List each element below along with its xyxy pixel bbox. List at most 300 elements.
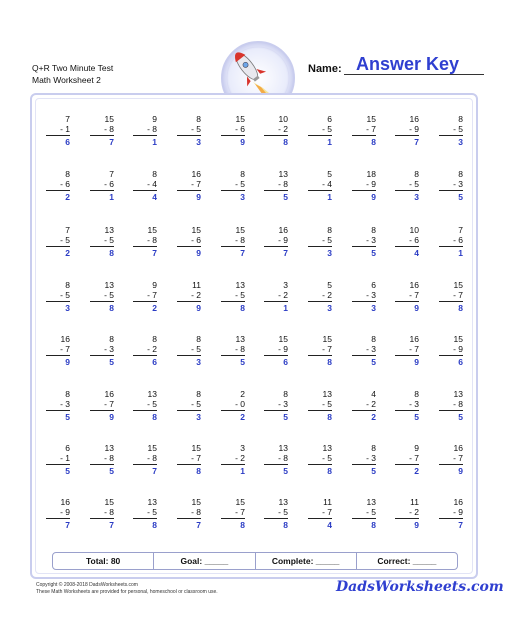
answer: 1 bbox=[327, 192, 332, 202]
answer: 8 bbox=[152, 412, 157, 422]
minuend: 15 bbox=[104, 497, 114, 507]
subtrahend: - 5 bbox=[322, 453, 332, 463]
subtraction-problem bbox=[298, 280, 332, 313]
answer-rule bbox=[395, 464, 419, 465]
answer: 2 bbox=[65, 248, 70, 258]
subtraction-problem bbox=[429, 169, 463, 202]
problem-row bbox=[36, 280, 472, 328]
subtrahend: - 3 bbox=[366, 290, 376, 300]
problem-row bbox=[36, 389, 472, 437]
subtrahend: - 9 bbox=[278, 344, 288, 354]
subtrahend: - 7 bbox=[191, 453, 201, 463]
answer-rule bbox=[90, 190, 114, 191]
answer: 6 bbox=[283, 357, 288, 367]
subtrahend: - 5 bbox=[191, 124, 201, 134]
answer-rule bbox=[133, 355, 157, 356]
subtrahend: - 5 bbox=[191, 399, 201, 409]
answer-rule bbox=[177, 464, 201, 465]
minuend: 13 bbox=[104, 280, 114, 290]
answer: 3 bbox=[196, 137, 201, 147]
answer: 3 bbox=[371, 303, 376, 313]
answer: 3 bbox=[65, 303, 70, 313]
answer-rule bbox=[221, 464, 245, 465]
minuend: 8 bbox=[240, 169, 245, 179]
subtraction-problem bbox=[123, 389, 157, 422]
minuend: 16 bbox=[104, 389, 114, 399]
subtraction-problem bbox=[254, 114, 288, 147]
subtraction-problem bbox=[385, 389, 419, 422]
answer-rule bbox=[395, 135, 419, 136]
minuend: 8 bbox=[458, 169, 463, 179]
subtrahend: - 8 bbox=[147, 235, 157, 245]
minuend: 8 bbox=[196, 114, 201, 124]
subtraction-problem bbox=[254, 443, 288, 476]
subtrahend: - 3 bbox=[409, 399, 419, 409]
answer: 9 bbox=[371, 192, 376, 202]
subtrahend: - 3 bbox=[366, 344, 376, 354]
answer-rule bbox=[221, 301, 245, 302]
minuend: 11 bbox=[192, 280, 201, 290]
answer: 9 bbox=[414, 520, 419, 530]
answer-rule bbox=[177, 301, 201, 302]
subtrahend: - 1 bbox=[60, 124, 70, 134]
subtraction-problem bbox=[211, 334, 245, 367]
subtrahend: - 2 bbox=[322, 290, 332, 300]
minuend: 8 bbox=[152, 334, 157, 344]
subtrahend: - 7 bbox=[322, 507, 332, 517]
answer: 8 bbox=[283, 137, 288, 147]
subtraction-problem bbox=[211, 225, 245, 258]
subtrahend: - 2 bbox=[147, 344, 157, 354]
answer: 3 bbox=[196, 357, 201, 367]
subtraction-problem bbox=[385, 114, 419, 147]
answer: 3 bbox=[196, 412, 201, 422]
minuend: 7 bbox=[458, 225, 463, 235]
minuend: 13 bbox=[104, 225, 114, 235]
subtrahend: - 3 bbox=[60, 399, 70, 409]
subtraction-problem bbox=[298, 225, 332, 258]
answer: 8 bbox=[240, 303, 245, 313]
minuend: 2 bbox=[240, 389, 245, 399]
subtrahend: - 8 bbox=[278, 453, 288, 463]
subtrahend: - 8 bbox=[104, 124, 114, 134]
subtrahend: - 2 bbox=[235, 453, 245, 463]
answer: 8 bbox=[327, 412, 332, 422]
subtrahend: - 1 bbox=[60, 453, 70, 463]
subtraction-problem bbox=[36, 389, 70, 422]
answer-rule bbox=[177, 355, 201, 356]
subtrahend: - 9 bbox=[409, 124, 419, 134]
minuend: 7 bbox=[109, 169, 114, 179]
answer-rule bbox=[308, 135, 332, 136]
answer: 1 bbox=[327, 137, 332, 147]
answer: 6 bbox=[458, 357, 463, 367]
minuend: 15 bbox=[191, 443, 201, 453]
subtrahend: - 7 bbox=[453, 453, 463, 463]
subtrahend: - 7 bbox=[409, 290, 419, 300]
answer: 8 bbox=[458, 303, 463, 313]
subtraction-problem bbox=[342, 443, 376, 476]
subtraction-problem bbox=[342, 334, 376, 367]
answer-rule bbox=[308, 301, 332, 302]
minuend: 15 bbox=[278, 334, 288, 344]
minuend: 13 bbox=[366, 497, 376, 507]
subtrahend: - 2 bbox=[191, 290, 201, 300]
subtraction-problem bbox=[298, 114, 332, 147]
subtraction-problem bbox=[80, 280, 114, 313]
answer: 7 bbox=[65, 520, 70, 530]
subtrahend: - 0 bbox=[235, 399, 245, 409]
subtraction-problem bbox=[342, 114, 376, 147]
subtraction-problem bbox=[342, 497, 376, 530]
answer: 2 bbox=[371, 412, 376, 422]
answer-rule bbox=[308, 464, 332, 465]
answer: 8 bbox=[327, 466, 332, 476]
minuend: 11 bbox=[410, 497, 419, 507]
subtraction-problem bbox=[36, 280, 70, 313]
subtrahend: - 8 bbox=[278, 179, 288, 189]
minuend: 8 bbox=[371, 443, 376, 453]
answer: 7 bbox=[458, 520, 463, 530]
subtrahend: - 6 bbox=[60, 179, 70, 189]
subtrahend: - 5 bbox=[235, 179, 245, 189]
problem-row bbox=[36, 443, 472, 491]
answer-rule bbox=[264, 301, 288, 302]
subtrahend: - 2 bbox=[409, 507, 419, 517]
answer-rule bbox=[133, 246, 157, 247]
answer-rule bbox=[439, 464, 463, 465]
answer-rule bbox=[221, 135, 245, 136]
worksheet-title bbox=[32, 62, 113, 86]
subtraction-problem bbox=[298, 497, 332, 530]
subtraction-problem bbox=[342, 280, 376, 313]
minuend: 13 bbox=[453, 389, 463, 399]
minuend: 15 bbox=[191, 225, 201, 235]
subtrahend: - 9 bbox=[453, 344, 463, 354]
subtrahend: - 5 bbox=[60, 235, 70, 245]
subtraction-problem bbox=[298, 389, 332, 422]
answer: 9 bbox=[196, 303, 201, 313]
subtraction-problem bbox=[211, 169, 245, 202]
minuend: 15 bbox=[235, 114, 245, 124]
answer-rule bbox=[221, 355, 245, 356]
answer: 7 bbox=[240, 248, 245, 258]
minuend: 8 bbox=[283, 389, 288, 399]
answer: 8 bbox=[196, 466, 201, 476]
answer: 9 bbox=[458, 466, 463, 476]
subtrahend: - 9 bbox=[366, 179, 376, 189]
name-label: Name: bbox=[308, 63, 342, 75]
answer: 8 bbox=[327, 357, 332, 367]
answer-rule bbox=[90, 246, 114, 247]
minuend: 9 bbox=[152, 114, 157, 124]
subtraction-problem bbox=[429, 497, 463, 530]
subtrahend: - 5 bbox=[60, 290, 70, 300]
subtrahend: - 5 bbox=[191, 344, 201, 354]
minuend: 6 bbox=[65, 443, 70, 453]
subtrahend: - 5 bbox=[278, 507, 288, 517]
copyright-line-1: Copyright © 2008-2018 DadsWorksheets.com bbox=[36, 582, 138, 588]
subtraction-problem bbox=[123, 443, 157, 476]
answer-rule bbox=[395, 355, 419, 356]
subtraction-problem bbox=[429, 225, 463, 258]
minuend: 13 bbox=[235, 280, 245, 290]
answer-rule bbox=[46, 246, 70, 247]
answer-rule bbox=[177, 135, 201, 136]
subtraction-problem bbox=[298, 334, 332, 367]
answer-rule bbox=[308, 190, 332, 191]
subtraction-problem bbox=[80, 225, 114, 258]
answer-rule bbox=[439, 518, 463, 519]
copyright-line-2: These Math Worksheets are provided for personal, homeschool or classroom use. bbox=[36, 589, 218, 595]
answer: 8 bbox=[371, 520, 376, 530]
answer-rule bbox=[352, 410, 376, 411]
answer-rule bbox=[395, 190, 419, 191]
answer-rule bbox=[395, 518, 419, 519]
answer-rule bbox=[352, 518, 376, 519]
subtraction-problem bbox=[167, 497, 201, 530]
subtrahend: - 5 bbox=[147, 507, 157, 517]
subtrahend: - 5 bbox=[235, 290, 245, 300]
answer-rule bbox=[352, 135, 376, 136]
answer-rule bbox=[264, 518, 288, 519]
answer: 7 bbox=[196, 520, 201, 530]
answer-rule bbox=[221, 190, 245, 191]
subtraction-problem bbox=[123, 114, 157, 147]
answer: 8 bbox=[240, 520, 245, 530]
goal-cell: Goal: _____ bbox=[154, 553, 255, 569]
answer: 3 bbox=[414, 192, 419, 202]
answer-rule bbox=[439, 410, 463, 411]
minuend: 16 bbox=[191, 169, 201, 179]
answer-rule bbox=[264, 355, 288, 356]
subtraction-problem bbox=[254, 497, 288, 530]
subtrahend: - 2 bbox=[366, 399, 376, 409]
subtrahend: - 7 bbox=[409, 344, 419, 354]
answer: 5 bbox=[458, 192, 463, 202]
minuend: 13 bbox=[147, 389, 157, 399]
subtraction-problem bbox=[429, 389, 463, 422]
subtraction-problem bbox=[385, 225, 419, 258]
minuend: 10 bbox=[278, 114, 288, 124]
subtraction-problem bbox=[36, 497, 70, 530]
answer: 3 bbox=[327, 248, 332, 258]
answer-rule bbox=[177, 246, 201, 247]
subtraction-problem bbox=[80, 334, 114, 367]
subtrahend: - 5 bbox=[366, 507, 376, 517]
subtraction-problem bbox=[211, 443, 245, 476]
subtraction-problem bbox=[254, 389, 288, 422]
answer: 5 bbox=[65, 466, 70, 476]
minuend: 13 bbox=[322, 389, 332, 399]
minuend: 16 bbox=[60, 334, 70, 344]
subtrahend: - 2 bbox=[278, 124, 288, 134]
answer-rule bbox=[46, 135, 70, 136]
answer-rule bbox=[439, 135, 463, 136]
answer-key-title: Answer Key bbox=[356, 54, 460, 74]
minuend: 9 bbox=[152, 280, 157, 290]
subtraction-problem bbox=[167, 169, 201, 202]
subtraction-problem bbox=[429, 280, 463, 313]
answer-rule bbox=[177, 410, 201, 411]
minuend: 5 bbox=[327, 169, 332, 179]
complete-cell: Complete: _____ bbox=[256, 553, 357, 569]
answer: 3 bbox=[327, 303, 332, 313]
answer: 5 bbox=[414, 412, 419, 422]
answer-rule bbox=[439, 190, 463, 191]
minuend: 15 bbox=[235, 497, 245, 507]
subtrahend: - 7 bbox=[366, 124, 376, 134]
subtrahend: - 7 bbox=[104, 399, 114, 409]
name-field bbox=[308, 54, 488, 78]
answer: 2 bbox=[65, 192, 70, 202]
minuend: 8 bbox=[414, 169, 419, 179]
subtrahend: - 8 bbox=[235, 235, 245, 245]
minuend: 15 bbox=[453, 334, 463, 344]
subtraction-problem bbox=[80, 389, 114, 422]
subtraction-problem bbox=[211, 280, 245, 313]
subtrahend: - 2 bbox=[278, 290, 288, 300]
answer-rule bbox=[177, 190, 201, 191]
answer: 2 bbox=[152, 303, 157, 313]
minuend: 16 bbox=[409, 334, 419, 344]
answer: 7 bbox=[152, 466, 157, 476]
minuend: 15 bbox=[147, 225, 157, 235]
answer-rule bbox=[395, 301, 419, 302]
subtrahend: - 5 bbox=[322, 235, 332, 245]
answer: 4 bbox=[414, 248, 419, 258]
subtraction-problem bbox=[167, 443, 201, 476]
answer: 5 bbox=[458, 412, 463, 422]
answer: 6 bbox=[65, 137, 70, 147]
problem-row bbox=[36, 169, 472, 217]
subtrahend: - 5 bbox=[322, 399, 332, 409]
minuend: 7 bbox=[65, 225, 70, 235]
minuend: 13 bbox=[278, 443, 288, 453]
subtrahend: - 6 bbox=[191, 235, 201, 245]
minuend: 8 bbox=[371, 334, 376, 344]
subtraction-problem bbox=[429, 114, 463, 147]
answer-rule bbox=[133, 464, 157, 465]
minuend: 13 bbox=[147, 497, 157, 507]
score-footer bbox=[52, 552, 458, 570]
answer-rule bbox=[264, 135, 288, 136]
minuend: 16 bbox=[60, 497, 70, 507]
subtrahend: - 3 bbox=[366, 235, 376, 245]
minuend: 8 bbox=[65, 280, 70, 290]
answer: 5 bbox=[371, 466, 376, 476]
answer: 5 bbox=[371, 248, 376, 258]
answer-rule bbox=[46, 410, 70, 411]
subtraction-problem bbox=[429, 443, 463, 476]
minuend: 8 bbox=[152, 169, 157, 179]
answer-rule bbox=[133, 190, 157, 191]
minuend: 6 bbox=[327, 114, 332, 124]
subtrahend: - 7 bbox=[322, 344, 332, 354]
subtrahend: - 7 bbox=[191, 179, 201, 189]
subtrahend: - 7 bbox=[60, 344, 70, 354]
answer-rule bbox=[264, 410, 288, 411]
problem-row bbox=[36, 334, 472, 382]
minuend: 13 bbox=[235, 334, 245, 344]
answer: 9 bbox=[109, 412, 114, 422]
subtrahend: - 8 bbox=[453, 399, 463, 409]
answer-rule bbox=[308, 410, 332, 411]
answer: 5 bbox=[109, 466, 114, 476]
answer: 9 bbox=[196, 248, 201, 258]
answer: 1 bbox=[109, 192, 114, 202]
minuend: 6 bbox=[371, 280, 376, 290]
minuend: 16 bbox=[278, 225, 288, 235]
subtraction-problem bbox=[123, 225, 157, 258]
subtrahend: - 4 bbox=[147, 179, 157, 189]
answer-rule bbox=[221, 246, 245, 247]
answer: 1 bbox=[152, 137, 157, 147]
subtraction-problem bbox=[385, 169, 419, 202]
minuend: 15 bbox=[104, 114, 114, 124]
minuend: 15 bbox=[322, 334, 332, 344]
subtraction-problem bbox=[36, 169, 70, 202]
answer: 7 bbox=[152, 248, 157, 258]
subtrahend: - 9 bbox=[60, 507, 70, 517]
answer-rule bbox=[90, 518, 114, 519]
answer-rule bbox=[133, 410, 157, 411]
answer: 1 bbox=[283, 303, 288, 313]
minuend: 15 bbox=[235, 225, 245, 235]
minuend: 10 bbox=[409, 225, 419, 235]
minuend: 15 bbox=[366, 114, 376, 124]
answer: 5 bbox=[283, 192, 288, 202]
subtrahend: - 6 bbox=[104, 179, 114, 189]
answer-rule bbox=[439, 355, 463, 356]
minuend: 16 bbox=[409, 280, 419, 290]
subtraction-problem bbox=[123, 497, 157, 530]
subtraction-problem bbox=[80, 443, 114, 476]
answer-rule bbox=[439, 301, 463, 302]
minuend: 16 bbox=[409, 114, 419, 124]
minuend: 8 bbox=[371, 225, 376, 235]
subtrahend: - 5 bbox=[409, 179, 419, 189]
subtraction-problem bbox=[211, 114, 245, 147]
answer-rule bbox=[177, 518, 201, 519]
minuend: 3 bbox=[283, 280, 288, 290]
subtraction-problem bbox=[123, 169, 157, 202]
minuend: 4 bbox=[371, 389, 376, 399]
minuend: 8 bbox=[327, 225, 332, 235]
answer-rule bbox=[133, 301, 157, 302]
answer-rule bbox=[221, 518, 245, 519]
subtrahend: - 4 bbox=[322, 179, 332, 189]
subtrahend: - 5 bbox=[322, 124, 332, 134]
problem-row bbox=[36, 225, 472, 273]
minuend: 7 bbox=[65, 114, 70, 124]
subtrahend: - 5 bbox=[104, 290, 114, 300]
subtrahend: - 9 bbox=[278, 235, 288, 245]
subtrahend: - 9 bbox=[453, 507, 463, 517]
subtraction-problem bbox=[80, 497, 114, 530]
subtraction-problem bbox=[429, 334, 463, 367]
subtraction-problem bbox=[342, 225, 376, 258]
minuend: 15 bbox=[453, 280, 463, 290]
subtraction-problem bbox=[298, 443, 332, 476]
answer: 6 bbox=[152, 357, 157, 367]
answer: 9 bbox=[196, 192, 201, 202]
subtrahend: - 7 bbox=[409, 453, 419, 463]
answer-rule bbox=[308, 518, 332, 519]
subtraction-problem bbox=[211, 389, 245, 422]
subtrahend: - 6 bbox=[453, 235, 463, 245]
subtraction-problem bbox=[36, 443, 70, 476]
